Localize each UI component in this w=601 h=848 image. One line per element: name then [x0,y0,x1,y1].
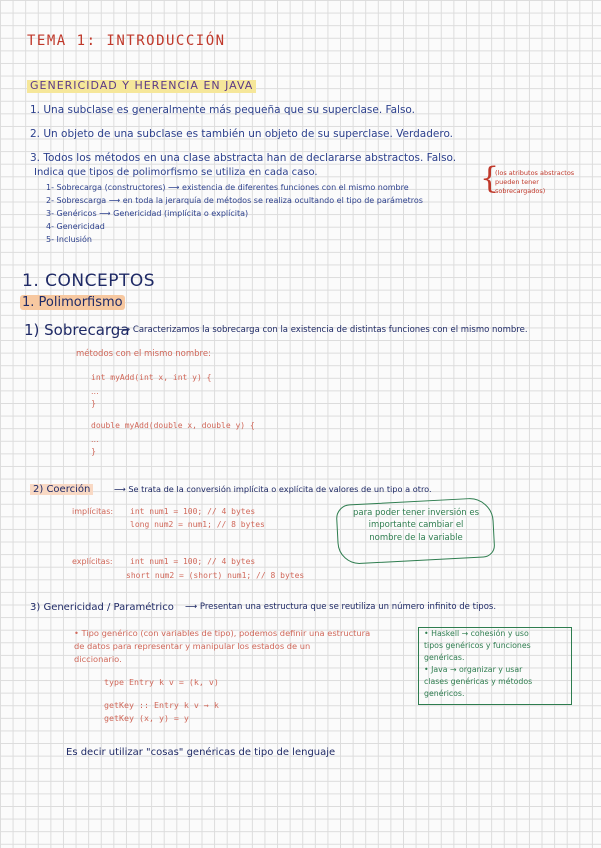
question-1: 1. Una subclase es generalmente más pequeña que su superclase. Falso. [30,104,416,116]
overload-note: métodos con el mismo nombre: [76,349,211,359]
code-line-2: ... [91,387,99,396]
overload-label: 1) Sobrecarga [24,321,130,339]
implicit-line-1: int num1 = 100; // 4 bytes [130,507,256,516]
overload-desc: ⟶ Caracterizamos la sobrecarga con la existencia de distintas funciones con el mismo nombre. [118,325,528,335]
explicit-line-1: int num1 = 100; // 4 bytes [130,557,256,566]
question-2: 2. Un objeto de una subclase es también un objeto de su superclase. Verdadero. [30,128,454,140]
generic-para-3: diccionario. [74,654,122,664]
code-line-1: int myAdd(int x, int y) { [91,373,212,382]
green-note-4: • Java → organizar y usar [424,665,523,674]
green-note-1: • Haskell → cohesión y uso [424,629,529,638]
generic-code-1: type Entry k v = (k, v) [104,677,219,687]
code-line-5: ... [91,435,99,444]
implicit-label: implícitas: [72,507,114,516]
explicit-line-2: short num2 = (short) num1; // 8 bytes [126,571,305,580]
type-item-2: 2- Sobrescarga ⟶ en toda la jerarquía de métodos se realiza ocultando el tipo de parámetros [46,196,423,205]
section-heading: 1. CONCEPTOS [22,271,156,291]
type-item-4: 4- Genericidad [46,222,105,231]
generic-label: 3) Genericidad / Paramétrico [30,602,174,613]
green-note-6: genéricos. [424,689,465,698]
closing-line: Es decir utilizar "cosas" genéricas de tipo de lenguaje [66,747,336,758]
intro-subtitle: GENERICIDAD Y HERENCIA EN JAVA [27,80,256,93]
code-line-3: } [91,399,97,408]
type-item-5: 5- Inclusión [46,235,92,244]
code-line-6: } [91,447,97,456]
generic-desc: ⟶ Presentan una estructura que se reutiliza un número infinito de tipos. [185,602,497,612]
type-item-3: 3- Genéricos ⟶ Genericidad (implícita o explícita) [46,209,249,218]
side-brace-icon: { [480,161,500,196]
generic-code-2: getKey :: Entry k v → k [104,700,219,710]
coercion-label [30,484,93,496]
coercion-desc: ⟶ Se trata de la conversión implícita o explícita de valores de un tipo a otro. [114,484,432,494]
side-note: (los atributos abstractos pueden tener sobrecargados) [495,169,575,195]
coercion-label-text: 2) Coerción [30,484,93,495]
types-title: Indica que tipos de polimorfismo se utiliza en cada caso. [34,167,318,178]
generic-para-2: de datos para representar y manipular los estados de un [74,641,311,651]
green-note-5: clases genéricas y métodos [424,677,533,686]
code-line-4: double myAdd(double x, double y) { [91,421,255,430]
explicit-label: explícitas: [72,557,113,566]
generic-code-3: getKey (x, y) = y [104,713,189,723]
generic-para-1: • Tipo genérico (con variables de tipo), podemos definir una estructura [74,628,371,638]
cloud-note: para poder tener inversión es importante cambiar el nombre de la variable [352,508,480,543]
type-item-1: 1- Sobrecarga (constructores) ⟶ existencia de diferentes funciones con el mismo nombre [46,183,409,192]
implicit-line-2: long num2 = num1; // 8 bytes [130,520,265,529]
page-title: TEMA 1: INTRODUCCIÓN [27,33,226,49]
green-note-3: genéricas. [424,653,465,662]
question-3: 3. Todos los métodos en una clase abstracta han de declararse abstractos. Falso. [30,152,457,164]
polimorfismo-label: 1. Polimorfismo [22,295,123,310]
green-note-2: tipos genéricos y funciones [424,641,531,650]
polimorfismo-heading [20,296,125,311]
